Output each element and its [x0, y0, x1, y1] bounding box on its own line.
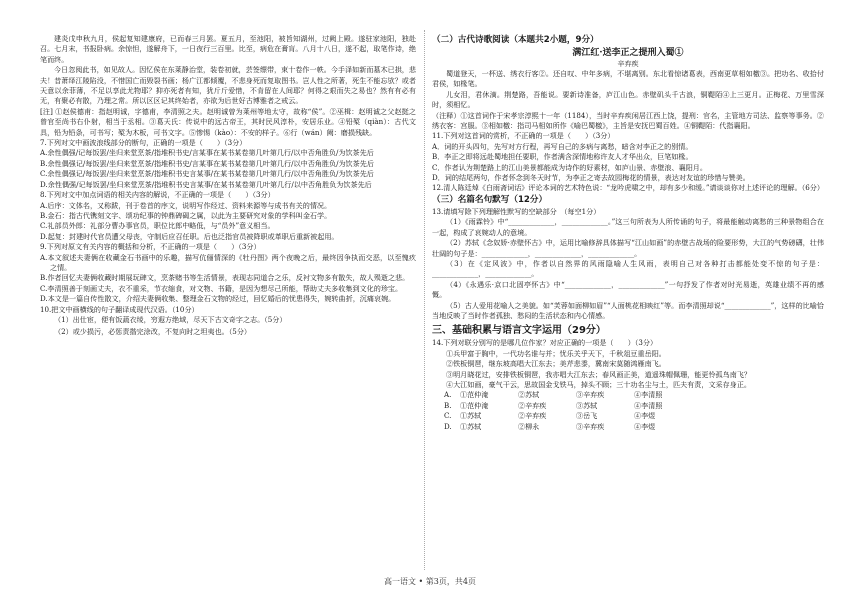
right-paragraph: （二）古代诗歌阅读（本题共2小题，9分）: [432, 35, 599, 45]
answer-option-row: [432, 411, 824, 421]
right-paragraph: （3）在《定风波》中，作者以自然界的风雨隐喻人生风雨，表明自己对各种打击都能处变不惊的句子是：_____________，_____________。: [432, 258, 824, 279]
right-paragraph: B．李正之即将远赴蜀地担任要职，作者满含深情地称许友人才华出众，巨笔如椽。: [432, 152, 693, 162]
left-paragraph: 9.下列对原文有关内容的概括和分析，不正确的一项是（ ）（3分）: [40, 242, 261, 252]
right-paragraph: 满江红·送李正之提刑入蜀①: [572, 48, 684, 58]
right-paragraph: ①兵甲富于胸中，一代功名谁与并；忧乐关乎天下，千秋俎豆重岳阳。: [446, 348, 666, 358]
left-paragraph: 建炎戊申秋九月，侯起复知建康府，已而春三月罢。夏五月，至池阳，被旨知湖州，过阙上殿。遂驻家池阳，独赴召。七月末，书报卧病。余惊怛，遂解舟下，一日夜行三百里。比至，病危在膏肓。八月十八日，遂不起，取笔作诗，绝笔而终。: [40, 34, 416, 64]
right-paragraph: A．词的开头四句，先写对方行程，再写自己的多病与离愁，暗含对李正之的别情。: [432, 141, 693, 151]
option-author: ④李煜: [634, 421, 656, 431]
right-column: [432, 34, 824, 432]
right-paragraph: 12.清人陈廷焯《白雨斋词话》评论本词的艺术特色说：“龙吟虎啸之中，却有多少和缓。”请谈谈你对上述评论的理解。（6分）: [432, 183, 824, 193]
left-paragraph: 今日忽阅此书，如见故人。因忆侯在东莱静治堂，装卷初就，芸签缥带，束十卷作一帙。今手泽如新而墓木已拱，悲夫！昔萧绎江陵陷没，不惜国亡而毁裂书画；杨广江都倾覆，不悲身死而复取图书。岂人性之所著，死生不能忘欤？或者天意以余菲薄，不足以享此尤物耶？抑亦死者有知，犹斤斤爱惜，不肯留在人间耶？何得之艰而失之易也？然有有必有无，有聚必有散，乃理之常。所以区区记其终始者，亦欲为后世好古博雅者之戒云。: [40, 65, 416, 106]
right-paragraph: 蜀道登天，一杯送、绣衣行客②。还自叹、中年多病，不堪离别。东北看惊诸葛表，西南更草相如檄③。把功名、收拾付君侯，如椽笔。: [432, 69, 824, 89]
option-author: ③苏轼: [576, 400, 598, 410]
answer-option-row: [432, 401, 824, 411]
left-paragraph: D.起复：封建时代官员遭父母丧，守制后应召任职。后也泛指官员被降职或革职后重新被起用。: [40, 231, 339, 241]
left-paragraph: 7.下列对文中画波浪线部分的断句，正确的一项是（ ）（3分）: [40, 138, 247, 148]
left-paragraph: C.余性偶强记/每饭罢/坐归来堂烹茶/指堆积书史言某事/在某书某卷第几叶第几行/以中否角胜负/为饮茶先后: [40, 169, 374, 179]
right-paragraph: 辛弃疾: [617, 59, 639, 68]
left-paragraph: D.余性偶强/记每饭罢/坐归来堂烹茶/指堆积书史言某事/在某书某卷第几叶第几行/以中否角胜负为饮茶先后: [40, 179, 372, 189]
right-paragraph: 14.下列对联分别写的是哪几位作家？对应正确的一项是（ ）（3分）: [432, 338, 658, 348]
answer-option-row: [432, 422, 824, 432]
left-paragraph: B.余性偶强记/每饭罢/坐归来堂烹茶/指堆积书史/言某事在某书某卷第几叶第几行/以中否角胜负/为饮茶先后: [40, 158, 374, 168]
left-paragraph: B.作者回忆夫妻俩收藏时期展玩碑文，烹茶赌书等生活情景，表现志同道合之乐，反衬文物多有散失，故人殒逝之悲。: [40, 273, 410, 283]
left-paragraph: D.本文是一篇自传性散文，介绍夫妻俩收集、整理金石文物的经过，回忆婚后的忧患得失，婉转曲折，沉痛哀婉。: [40, 294, 396, 304]
left-paragraph: 8.下列对文中加点词语的相关内容的解说，不正确的一项是（ ）（3分）: [40, 190, 275, 200]
left-column: [40, 34, 416, 338]
option-author: ②苏轼: [518, 390, 540, 400]
left-paragraph: C.礼部员外郎：礼部分曹办事官员，职位比郎中略低，与“员外”意义相当。: [40, 221, 275, 231]
right-paragraph: （1）《雨霖铃》中“_____________，_____________。”这三句所表为人所传诵的句子，将最能触动离愁的三种景物组合在一起，构成了哀婉动人的意境。: [432, 217, 824, 237]
left-paragraph: A.余性偶强/记每饭罢/坐归来堂烹茶/指堆积书史/言某事在某书某卷第几叶第几行/以中否角胜负/为饮茶先后: [40, 148, 374, 158]
option-letter: B.: [444, 400, 452, 410]
right-paragraph: （注释）①这首词作于宋孝宗淳熙十一年（1184），当时辛弃疾闲居江西上饶，提刑：官名，主管地方司法、监察等事务。②绣衣客：宫服。③相如檄：指司马相如所作《喻巴蜀檄》，主旨是安抚巴蜀百姓。④铜鞮陌：代指襄阳。: [432, 110, 824, 131]
right-paragraph: 11.下列对这首词的赏析，不正确的一项是（ ）（3分）: [432, 131, 615, 141]
option-letter: D.: [444, 421, 452, 431]
left-paragraph: C.李清照善于刻画丈夫，衣不重采，节衣缩食，对文物、书籍，是因为想尽己所能，帮助丈夫多收集到文化的珍宝。: [40, 283, 403, 293]
right-paragraph: ③明月晓花过，安排铁板铜琶，我亦唱大江东去；春风画正美，道遥珠帽佩珊，能更怜孤鸟南飞？: [446, 369, 752, 379]
option-author: ④李清照: [634, 390, 663, 400]
option-letter: A.: [444, 390, 452, 400]
right-paragraph: ④大江如画，豪气干云，思故国金戈铁马，掉头不顾；三十功名尘与土，匹夫有责，文采存身正。: [446, 379, 752, 389]
right-paragraph: 三、基础积累与语言文字运用（29分）: [432, 325, 606, 337]
option-author: ①苏轼: [460, 421, 482, 431]
left-paragraph: （1）出仕宦，便有饭蔬衣绫，穷遐方绝域，尽天下古文奇字之志。（5分）: [54, 314, 287, 324]
option-author: ③岳飞: [576, 411, 598, 421]
option-author: ③辛弃疾: [576, 421, 605, 431]
page-footer: 高一语文 • 第3页，共4页: [384, 577, 476, 586]
right-paragraph: D．词的结尾两句，作者怀念到冬天时节，为李正之寄去故园梅花的情景，表达对友谊的珍惜与赞美。: [432, 173, 750, 183]
option-author: ①苏轼: [460, 411, 482, 421]
left-paragraph: A.后序：文体名，又称跋，刊于卷首的序文，说明写作经过、资料来源等与成书有关的情况。: [40, 200, 332, 210]
option-author: ④李清照: [634, 400, 663, 410]
left-paragraph: 10.把文中画横线的句子翻译成现代汉语。（10分）: [40, 304, 199, 314]
option-author: ②柳永: [518, 421, 540, 431]
option-letter: C.: [444, 411, 452, 421]
right-paragraph: C．作者认为荆楚路上的江山美景都能成为诗作的好素材，如庐山景、赤壁浪、襄阳月。: [432, 162, 707, 172]
option-author: ①范仲淹: [460, 390, 489, 400]
right-paragraph: （5）古人爱用花喻人之美貌。如“芙蓉如面柳如眉”“人面桃花相映红”等。而李清照却说“_____________”，这样的比喻恰当地反映了当时作者孤独、愁闷的生活状态和内心情感。: [432, 300, 824, 320]
right-column-text: [432, 34, 824, 390]
option-author: ③辛弃疾: [576, 390, 605, 400]
option-author: ①范仲淹: [460, 400, 489, 410]
option-author: ④李煜: [634, 411, 656, 421]
left-paragraph: [注] ①赵侯德甫：指赵明诚，字德甫，李清照之夫。赵明诚曾为莱州等地太守，故称“侯”。②巫楫：赵明诚之父赵挺之曾官至尚书右仆射，相当于丞相。③葛天氏：传说中的远古帝王，其时民风淳朴，安居乐业。④铅椠（qiàn）：古代文具，铅为铅条，可书写；椠为木板，可书文字。⑤惨惕（kào）：不安的样子。⑥行（wán）阙：磨损残缺。: [40, 106, 416, 137]
right-paragraph: 13.请填写除下列理解性默写的空缺部分 （每空1分）: [432, 206, 601, 216]
left-paragraph: （2）或少损污，必惩责揩完涂改，不复向时之坦夷也。（5分）: [54, 327, 252, 337]
right-paragraph: （4）《永遇乐·京口北固亭怀古》中“_____________，_____________”一句抒发了作者对时光易逝，英雄业绩不再的感慨。: [432, 279, 824, 300]
left-paragraph: B.金石：指古代镌刻文字、颂功纪事的钟鼎碑碣之属，以此为主要研究对象的学科叫金石学。: [40, 210, 332, 220]
option-author: ②辛弃疾: [518, 400, 547, 410]
right-paragraph: （三）名篇名句默写（12分）: [432, 194, 548, 205]
right-paragraph: （2）苏轼《念奴娇·赤壁怀古》中，运用比喻修辞具体描写“江山如画”的赤壁古战场的险要形势，大江的气势磅礴，壮伟壮阔的句子是：_____________，_____________，_____________。: [432, 238, 824, 258]
column-divider: [424, 30, 425, 570]
option-author: ②辛弃疾: [518, 411, 547, 421]
question-14-options: [432, 390, 824, 432]
answer-option-row: [432, 390, 824, 400]
right-paragraph: ②铁板铜琶，继东坡高唱大江东去；美芹悲黍，冀南宋莫随鸿雁南飞。: [446, 359, 666, 369]
left-paragraph: A.本文叙述夫妻俩在收藏金石书画中的乐趣，描写伉俪情深的《牡丹图》两个夜晚之后，最终因争执而交恶，以至愧疚之情。: [40, 252, 416, 272]
right-paragraph: 儿女泪，君休滴。荆楚路，吾能说。要新诗准备，庐江山色。赤壁矶头千古浪，铜鞮陌④上三更月。正梅花、万里雪深时，须相忆。: [432, 89, 824, 110]
